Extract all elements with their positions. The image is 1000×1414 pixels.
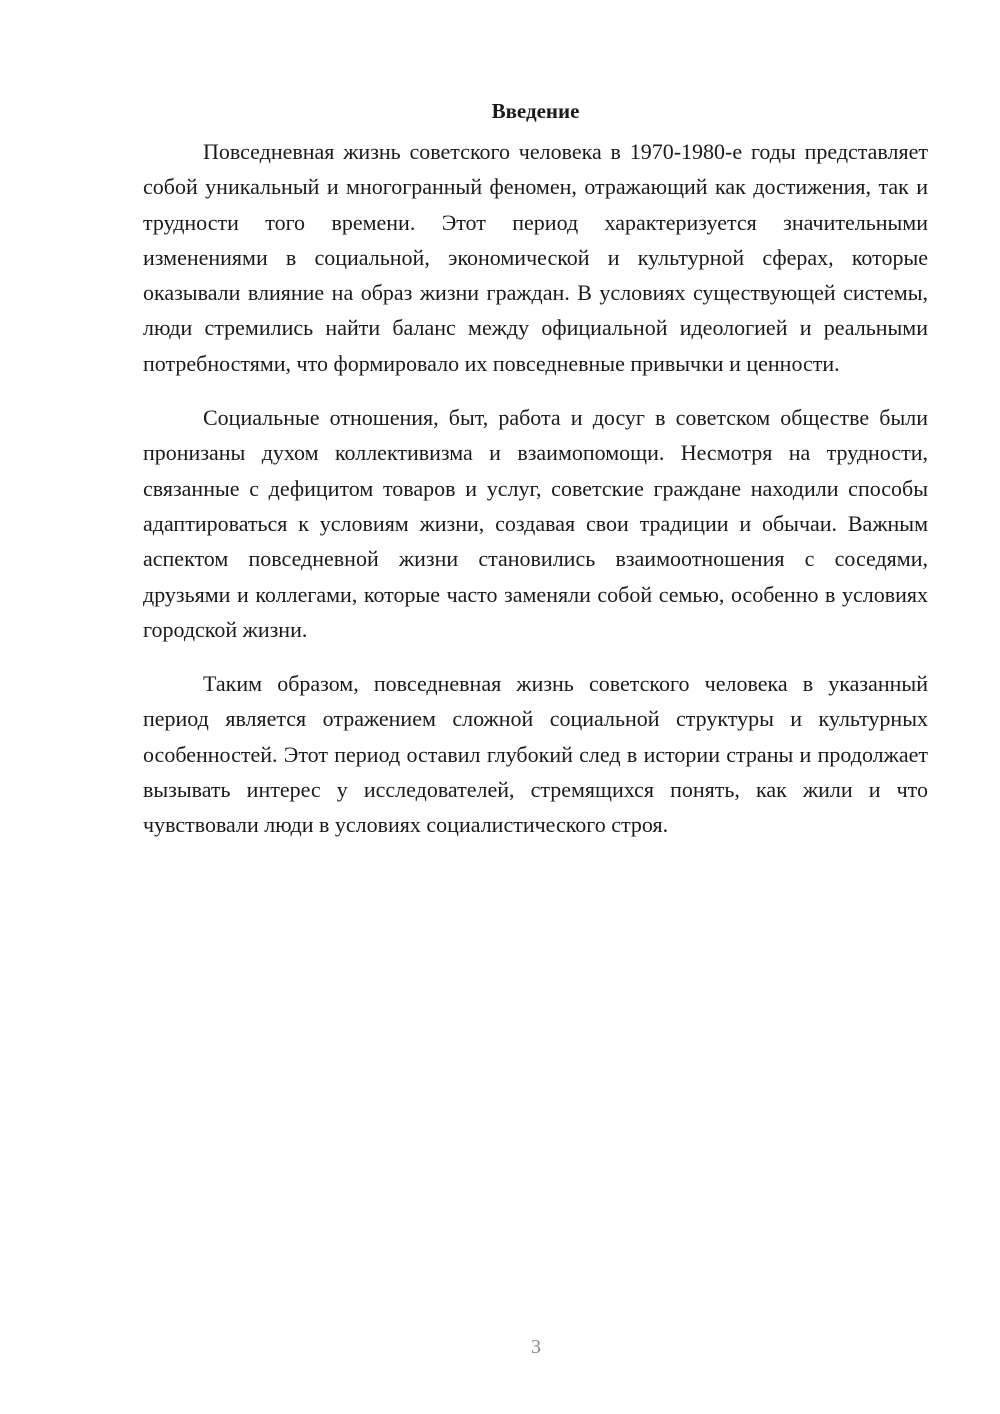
page-content [143, 96, 928, 862]
paragraph-2: Социальные отношения, быт, работа и досуг в советском обществе были пронизаны духом коллективизма и взаимопомощи. Несмотря на трудности, связанные с дефицитом товаров и услуг, советские граждане находили способы адаптироваться к условиям жизни, создавая свои традиции и обычаи. Важным аспектом повседневной жизни становились взаимоотношения с соседями, друзьями и коллегами, которые часто заменяли собой семью, особенно в условиях городской жизни. [143, 405, 928, 642]
paragraph-3: Таким образом, повседневная жизнь советского человека в указанный период является отражением сложной социальной структуры и культурных особенностей. Этот период оставил глубокий след в истории страны и продолжает вызывать интерес у исследователей, стремящихся понять, как жили и что чувствовали люди в условиях социалистического строя. [143, 671, 928, 838]
page-number: 3 [531, 1336, 541, 1358]
paragraph-1: Повседневная жизнь советского человека в 1970-1980-е годы представляет собой уникальный и многогранный феномен, отражающий как достижения, так и трудности того времени. Этот период характеризуется значительными изменениями в социальной, экономической и культурной сферах, которые оказывали влияние на образ жизни граждан. В условиях существующей системы, люди стремились найти баланс между официальной идеологией и реальными потребностями, что формировало их повседневные привычки и ценности. [143, 139, 928, 376]
section-title: Введение [491, 99, 580, 123]
